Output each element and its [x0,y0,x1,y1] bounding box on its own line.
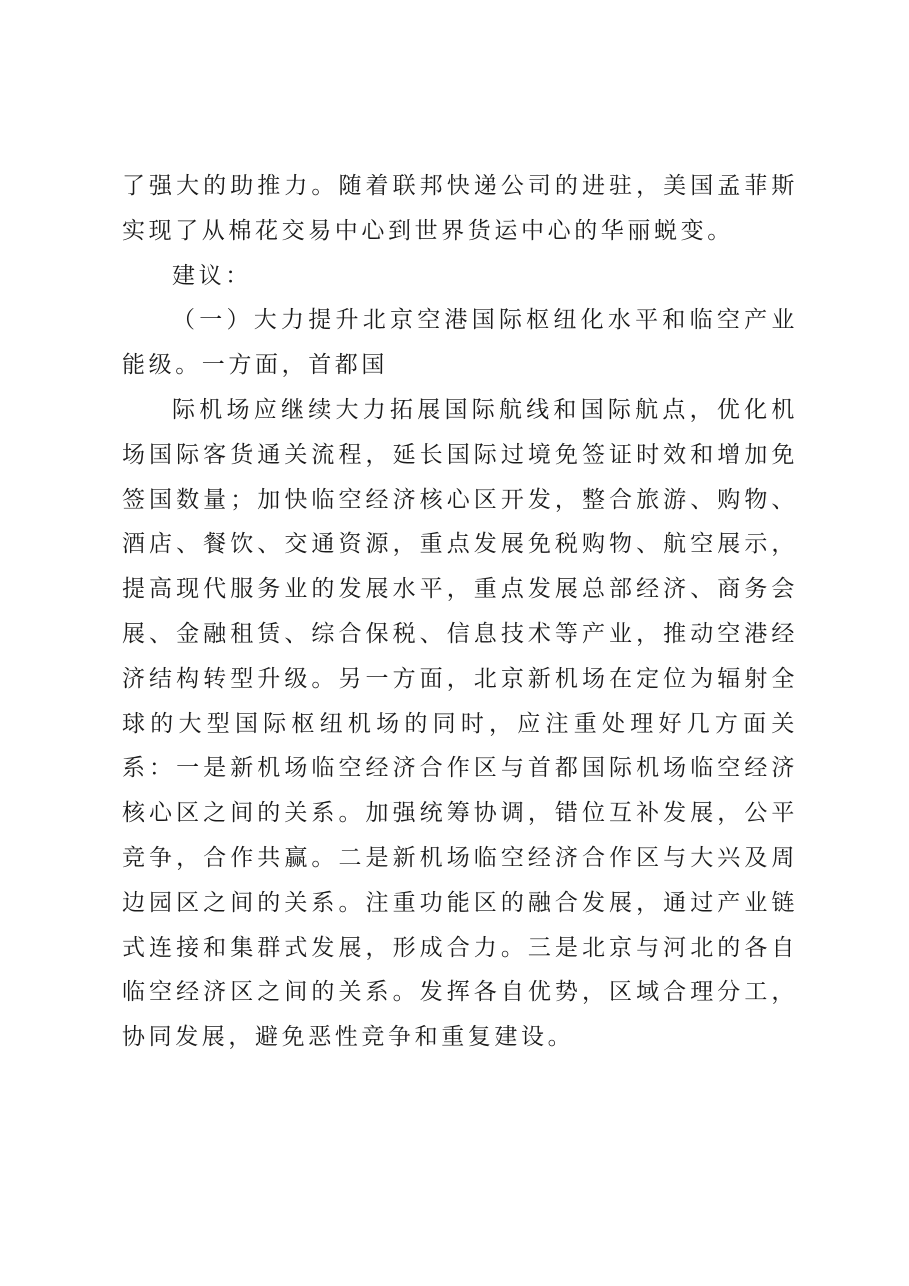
paragraph-section-one-heading: （一）大力提升北京空港国际枢纽化水平和临空产业能级。一方面，首都国 [122,307,798,379]
paragraph-suggestion-heading: 建议： [172,262,252,289]
paragraph-continuation: 了强大的助推力。随着联邦快递公司的进驻，美国孟菲斯实现了从棉花交易中心到世界货运中心的华丽蜕变。 [122,173,798,244]
paragraph-section-one-body: 际机场应继续大力拓展国际航线和国际航点，优化机场国际客货通关流程，延长国际过境免签证时效和增加免签国数量；加快临空经济核心区开发，整合旅游、购物、酒店、餐饮、交通资源，重点发展免税购物、航空展示，提高现代服务业的发展水平，重点发展总部经济、商务会展、金融租赁、综合保税、信息技术等产业，推动空港经济结构转型升级。另一方面，北京新机场在定位为辐射全球的大型国际枢纽机场的同时，应注重处理好几方面关系：一是新机场临空经济合作区与首都国际机场临空经济核心区之间的关系。加强统筹协调，错位互补发展，公平竞争，合作共赢。二是新机场临空经济合作区与大兴及周边园区之间的关系。注重功能区的融合发展，通过产业链式连接和集群式发展，形成合力。三是北京与河北的各自临空经济区之间的关系。发挥各自优势，区域合理分工，协同发展，避免恶性竞争和重复建设。 [122,396,798,1051]
document-body [122,164,798,1060]
